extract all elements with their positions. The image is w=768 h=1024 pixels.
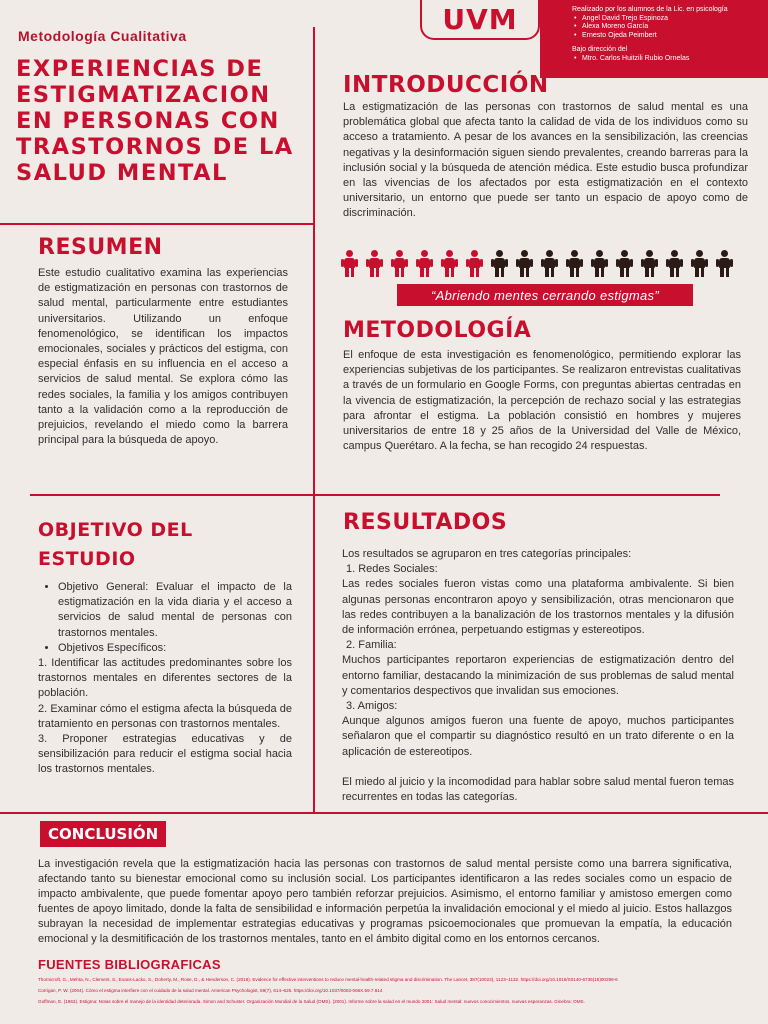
author: • Angel David Trejo Espinoza (572, 15, 758, 24)
people-icon-row (340, 250, 740, 278)
person-icon (490, 250, 509, 278)
resumen-heading: RESUMEN (38, 235, 163, 260)
authors-list (572, 15, 758, 41)
objetivos-especificos-label: • Objetivos Específicos: (58, 641, 292, 656)
category-text: Aunque algunos amigos fueron una fuente de apoyo, muchos participantes señalaron que el compartir su diagnóstico resultó en un trato diferente o en la aplicación de estereotipos. (342, 715, 734, 758)
person-icon (440, 250, 459, 278)
objetivo-heading: OBJETIVO DEL ESTUDIO (38, 519, 193, 570)
author: • Ernesto Ojeda Peimbert (572, 32, 758, 41)
credits-box (540, 0, 768, 78)
references-list (38, 976, 738, 1009)
objetivo-especifico: 1. Identificar las actitudes predominantes sobre los trastornos mentales en diferentes sectores de la población. (38, 657, 292, 700)
metodologia-heading: METODOLOGÍA (343, 318, 532, 343)
uvm-logo: UVM (420, 0, 540, 40)
person-icon (390, 250, 409, 278)
person-icon (540, 250, 559, 278)
resultados-intro: Los resultados se agruparon en tres categorías principales: (342, 548, 632, 560)
objetivo-general: • Objetivo General: Evaluar el impacto de la estigmatización en la vida diaria y el acceso a servicios de salud mental de personas con trastornos mentales. (58, 580, 292, 641)
reference-item: Corrigan, P. W. (2004). Cómo el estigma interfiere con el cuidado de la salud mental. American Psychologist, 59(7), 614–625. https://doi.org/10.1037/0003-066X.59.7.614 (38, 988, 383, 993)
category-label: 3. Amigos: (346, 700, 398, 713)
credits-intro: Realizado por los alumnos de la Lic. en psicología (572, 6, 728, 13)
resumen-text: Este estudio cualitativo examina las experiencias de estigmatización en personas con trastornos de salud mental, particularmente entre estudiantes universitarios. Utilizando un enfoque fenomenológico, se identifican los impactos emocionales, sociales y prácticos del estigma, con especial énfasis en su influencia en el acceso a servicios de salud mental. Se explora cómo las redes sociales, la familia y los amigos contribuyen tanto a la validación como a la reproducción de prejuicios, revelando el miedo como la barrera principal para la búsqueda de apoyo. (38, 267, 288, 447)
divider (30, 494, 720, 496)
divider (0, 812, 768, 814)
director-name: • Mtro. Carlos Huitzili Rubio Ornelas (572, 55, 758, 64)
intro-text: La estigmatización de las personas con trastornos de salud mental es una problemática global que afecta tanto la calidad de vida de los individuos como su acceso a tratamiento. A pesar de los avances en la sensibilización, las creencias negativas y la desinformación siguen siendo prevalentes, creando barreras para la inclusión social y la búsqueda de atención médica. Este estudio busca profundizar en las vivencias de los afectados por esta estigmatización en el contexto universitario, un entorno que puede ser tanto un espacio de apoyo como de discriminación. (343, 101, 748, 220)
person-icon (415, 250, 434, 278)
category-text: Muchos participantes reportaron experiencias de estigmatización dentro del entorno familiar, destacando la minimización de sus problemas de salud mental y comentarios despectivos que invalidan sus emociones. (342, 654, 734, 697)
person-icon (590, 250, 609, 278)
category-label: 1. Redes Sociales: (346, 563, 438, 576)
person-icon (690, 250, 709, 278)
references-heading: FUENTES BIBLIOGRAFICAS (38, 957, 221, 972)
person-icon (340, 250, 359, 278)
person-icon (565, 250, 584, 278)
objetivos-list (38, 580, 292, 778)
person-icon (515, 250, 534, 278)
intro-heading: INTRODUCCIÓN (343, 72, 549, 98)
metodologia-text: El enfoque de esta investigación es fenomenológico, permitiendo explorar las experiencias subjetivas de los participantes. Se realizaron entrevistas cualitativas a través de un formulario en Google Forms, con preguntas abiertas centradas en la vivencia de estigmatización, la percepción de rechazo social y las estrategias para afrontar el estigma. La población consistió en hombres y mujeres universitarios de entre 18 y 25 años de la Universidad del Valle de México, campus Querétaro. A la fecha, se han recogido 24 respuestas. (343, 349, 741, 453)
slogan-banner: “Abriendo mentes cerrando estigmas” (397, 284, 693, 306)
person-icon (640, 250, 659, 278)
category-label: 2. Familia: (346, 639, 397, 652)
course-name: Metodología Cualitativa (18, 28, 187, 44)
divider (0, 223, 313, 225)
objetivo-especifico: 2. Examinar cómo el estigma afecta la búsqueda de tratamiento en personas con trastornos mentales. (38, 702, 292, 730)
reference-item: Thornicroft, G., Mehta, N., Clement, S., Evans-Lacko, S., Doherty, M., Rose, D., & Henderson, C. (2016). Evidence for effective interventions to reduce mental-health-related stigma and discrimination. The Lancet, 387(10023), 1123–1132. https://doi.org/10.1016/S0140-6736(15)00298-6 (38, 977, 618, 982)
resultados-closing: El miedo al juicio y la incomodidad para hablar sobre salud mental fueron temas recurrentes en todas las categorías. (342, 775, 734, 804)
column-divider (313, 27, 315, 812)
person-icon (365, 250, 384, 278)
author: • Alexa Moreno García (572, 23, 758, 32)
category-text: Las redes sociales fueron vistas como una plataforma ambivalente. Si bien algunas personas encontraron apoyo y sensibilización, otras mencionaron que las redes contribuyen a la banalización de los trastornos mentales y la difusión de información errónea, perpetuando estigmas y estereotipos. (342, 578, 734, 637)
resultados-heading: RESULTADOS (343, 510, 508, 535)
director-label: Bajo dirección del (572, 46, 628, 54)
objetivo-especifico: 3. Proponer estrategias educativas y de sensibilización para reducir el estigma social hacia los trastornos mentales. (38, 733, 292, 776)
conclusion-text: La investigación revela que la estigmatización hacia las personas con trastornos de salud mental persiste como una barrera significativa, afectando tanto su bienestar emocional como su inclusión social. Los participantes identificaron a las redes sociales como un espacio de impacto ambivalente, que puede fomentar apoyo pero también reforzar prejuicios. Asimismo, el entorno familiar y amistoso emergen como fuentes de apoyo limitado, donde la falta de sensibilidad e información perpetúa la invalidación emocional y el miedo al juicio. Estos hallazgos subrayan la necesidad de implementar estrategias educativas y programas psicoemocionales que promuevan la empatía, la educación emocional y la desmitificación de los trastornos mentales, tanto en el ámbito digital como en los entornos cercanos. (38, 858, 732, 945)
person-icon (665, 250, 684, 278)
resultados-text (342, 547, 734, 805)
reference-item: Goffman, E. (1963). Estigma: Notas sobre el manejo de la identidad deteriorada. Simon and Schuster. Organización Mundial de la Salud (OMS). (2001). Informe sobre la salud en el mundo 2001: Salud mental: nuevos conocimientos, nuevas esperanzas. Ginebra: OMS. (38, 999, 585, 1004)
conclusion-heading: CONCLUSIÓN (40, 821, 166, 847)
poster-title: EXPERIENCIAS DE ESTIGMATIZACION EN PERSONAS CON TRASTORNOS DE LA SALUD MENTAL (16, 56, 294, 186)
person-icon (615, 250, 634, 278)
person-icon (715, 250, 734, 278)
person-icon (465, 250, 484, 278)
